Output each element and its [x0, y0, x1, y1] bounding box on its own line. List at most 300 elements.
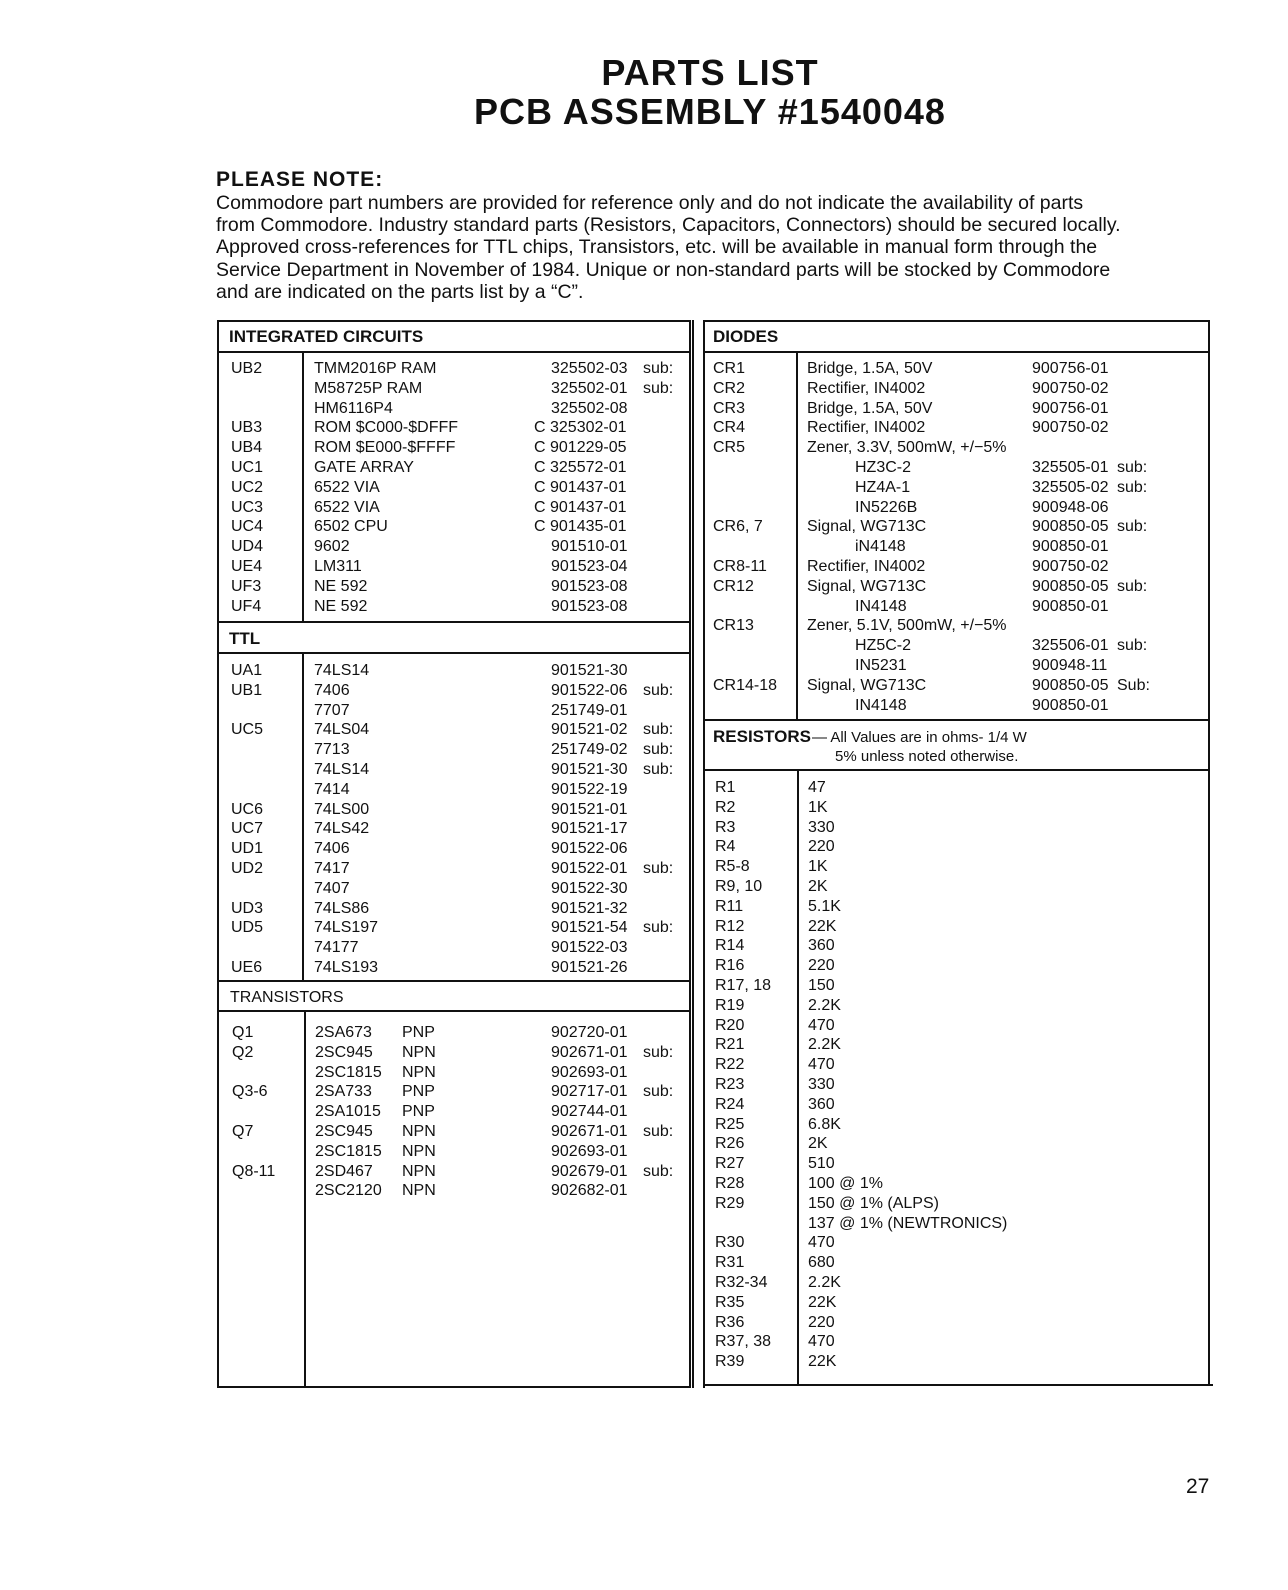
transistor-row-num: 902717-01	[551, 1083, 628, 1101]
ic-row-num: 901523-08	[551, 577, 628, 595]
resistor-row-ref: R17, 18	[715, 977, 772, 994]
resistor-row-val: 470	[808, 1056, 835, 1074]
diode-row-desc: Rectifier, IN4002	[807, 558, 926, 575]
transistor-row-part: 2SC1815	[315, 1142, 382, 1160]
ic-row-num: C 325302-01	[534, 419, 627, 437]
transistor-row-sub: sub:	[643, 1043, 674, 1061]
resistor-row-val: 360	[808, 1095, 835, 1113]
resistor-row-ref: R22	[715, 1056, 745, 1074]
transistor-row-part: 2SA733	[315, 1083, 372, 1101]
transistor-row-type: NPN	[402, 1063, 436, 1081]
diode-row	[0, 458, 1288, 478]
ttl-heading: TTL	[229, 629, 261, 648]
diode-row-sub: Sub:	[1117, 676, 1150, 694]
diode-row-num: 900850-05	[1032, 676, 1109, 694]
resistor-row-val: 137 @ 1% (NEWTRONICS)	[808, 1214, 1008, 1232]
resistor-row	[0, 1253, 1288, 1273]
ttl-row-sub: sub:	[643, 860, 674, 877]
resistors-note: 5% unless noted otherwise.	[835, 748, 1019, 765]
ic-row-part: M58725P RAM	[314, 379, 423, 397]
note-line: and are indicated on the parts list by a “C”.	[216, 280, 584, 303]
resistor-row-ref: R31	[715, 1254, 745, 1272]
page-subtitle: PCB ASSEMBLY #1540048	[474, 91, 946, 132]
diode-row	[0, 498, 1288, 518]
ttl-row-part: 7406	[314, 840, 350, 858]
resistor-row	[0, 1095, 1288, 1115]
diode-row-num: 900756-01	[1032, 360, 1109, 377]
ttl-row-part: 74LS14	[314, 662, 370, 679]
diode-row	[0, 517, 1288, 537]
ic-row-part: NE 592	[314, 597, 368, 615]
transistor-row-num: 902693-01	[551, 1063, 628, 1081]
transistor-row-part: 2SA673	[315, 1024, 372, 1041]
resistor-row	[0, 976, 1288, 996]
ic-row-num: 901523-08	[551, 597, 628, 615]
diode-row	[0, 438, 1288, 458]
diode-row-ref: CR14-18	[713, 676, 778, 694]
ic-row-num: C 901229-05	[534, 439, 627, 457]
ttl-row-num: 901522-06	[551, 681, 628, 699]
resistor-row	[0, 1115, 1288, 1135]
resistor-row	[0, 818, 1288, 838]
transistor-row-num: 902679-01	[551, 1162, 628, 1180]
ic-row-num: 901523-04	[551, 558, 628, 575]
diode-row-sub: sub:	[1117, 637, 1148, 655]
ic-row-ref: UC2	[231, 478, 264, 496]
resistor-row-val: 2.2K	[808, 996, 841, 1014]
transistor-row-part: 2SC945	[315, 1123, 373, 1140]
resistor-row	[0, 1313, 1288, 1333]
diode-row-num: 900850-01	[1032, 538, 1109, 556]
resistor-row	[0, 897, 1288, 917]
resistor-row-ref: R2	[715, 798, 736, 816]
diode-row-ref: CR6, 7	[713, 518, 763, 536]
ttl-row-part: 74177	[314, 939, 359, 957]
ttl-row-part: 74LS14	[314, 761, 370, 778]
ttl-row-part: 7417	[314, 860, 350, 877]
ttl-row-num: 901521-26	[551, 959, 628, 976]
resistor-row	[0, 877, 1288, 897]
note-line: from Commodore. Industry standard parts (Resistors, Capacitors, Connectors) should be secured locally.	[216, 214, 1121, 237]
resistor-row	[0, 1273, 1288, 1293]
diode-row-desc: iN4148	[855, 538, 906, 556]
diode-row-ref: CR8-11	[713, 558, 767, 575]
ic-row-ref: UD4	[231, 538, 264, 556]
transistor-row-part: 2SC945	[315, 1043, 373, 1061]
ic-heading: INTEGRATED CIRCUITS	[229, 327, 424, 346]
transistor-row-type: NPN	[402, 1123, 436, 1140]
ic-row-num: 325502-03	[551, 360, 628, 377]
resistor-row-ref: R14	[715, 937, 745, 955]
note-heading: PLEASE NOTE:	[216, 168, 384, 191]
ttl-row-part: 74LS197	[314, 919, 379, 937]
ttl-row-part: 74LS86	[314, 899, 370, 917]
ttl-row-num: 901522-01	[551, 860, 628, 877]
diode-row-ref: CR4	[713, 419, 746, 437]
transistor-row-ref: Q3-6	[232, 1083, 268, 1101]
ic-row-part: ROM $E000-$FFFF	[314, 439, 456, 457]
ic-row-num: C 901437-01	[534, 478, 627, 496]
resistor-row-ref: R39	[715, 1353, 745, 1371]
transistor-row-type: NPN	[402, 1162, 436, 1180]
resistor-row-val: 1K	[808, 858, 828, 876]
ic-row-part: HM6116P4	[314, 399, 393, 417]
diode-row	[0, 597, 1288, 617]
ic-row-num: C 325572-01	[534, 459, 627, 476]
resistors-note: — All Values are in ohms- 1/4 W	[812, 729, 1027, 746]
resistor-row-val: 22K	[808, 1353, 837, 1371]
resistor-row-val: 150	[808, 977, 835, 994]
resistor-row-val: 5.1K	[808, 897, 841, 915]
resistor-row	[0, 936, 1288, 956]
resistor-row	[0, 1352, 1288, 1372]
page-number: 27	[1186, 1475, 1210, 1498]
transistor-row-type: PNP	[402, 1024, 435, 1041]
diode-row	[0, 478, 1288, 498]
resistor-row-val: 220	[808, 838, 835, 856]
ttl-row-num: 901521-30	[551, 761, 628, 778]
diode-row	[0, 557, 1288, 577]
diode-row	[0, 676, 1288, 696]
resistor-row-ref: R28	[715, 1175, 745, 1192]
ic-row-part: 9602	[314, 538, 350, 556]
diode-row-desc: Bridge, 1.5A, 50V	[807, 399, 933, 417]
resistor-row-ref: R3	[715, 818, 736, 836]
resistor-row-ref: R27	[715, 1155, 745, 1173]
ic-row-ref: UF3	[231, 577, 262, 595]
diode-row-desc: IN5226B	[855, 498, 918, 516]
ttl-row-part: 7414	[314, 780, 350, 798]
ic-row-sub: sub:	[643, 360, 674, 377]
diode-row-num: 325505-01	[1032, 459, 1109, 476]
ttl-row-num: 901521-32	[551, 899, 628, 917]
transistor-row-sub: sub:	[643, 1162, 674, 1180]
diode-row-desc: HZ3C-2	[855, 459, 912, 476]
resistor-row-ref: R21	[715, 1036, 745, 1054]
resistor-row-ref: R25	[715, 1115, 745, 1133]
diode-row-num: 325506-01	[1032, 637, 1109, 655]
ic-row-ref: UB4	[231, 439, 263, 457]
table-rule	[219, 351, 689, 353]
ttl-row	[0, 740, 1288, 760]
transistor-row-num: 902744-01	[551, 1103, 628, 1121]
diode-row	[0, 359, 1288, 379]
diode-row-ref: CR3	[713, 399, 746, 417]
resistor-row	[0, 1075, 1288, 1095]
diode-row-sub: sub:	[1117, 459, 1148, 476]
resistor-row	[0, 1214, 1288, 1234]
transistor-row-ref: Q1	[232, 1024, 254, 1041]
transistor-row-type: NPN	[402, 1142, 436, 1160]
resistor-row-val: 47	[808, 779, 826, 796]
ic-row-num: C 901435-01	[534, 518, 627, 536]
diode-row-num: 900850-01	[1032, 696, 1109, 714]
ttl-row-num: 901521-30	[551, 662, 628, 679]
diode-row-desc: Signal, WG713C	[807, 676, 927, 694]
ttl-row-ref: UC7	[231, 820, 264, 838]
resistor-row-val: 470	[808, 1234, 835, 1252]
table-rule	[703, 1384, 1213, 1386]
table-rule	[705, 351, 1208, 353]
ttl-row	[0, 720, 1288, 740]
ttl-row-ref: UA1	[231, 662, 263, 679]
resistor-row	[0, 1332, 1288, 1352]
table-rule	[703, 320, 1210, 322]
ttl-row-num: 901521-54	[551, 919, 628, 937]
transistor-row-type: PNP	[402, 1083, 435, 1101]
ic-row-num: 325502-01	[551, 379, 628, 397]
resistor-row-val: 2K	[808, 878, 828, 895]
ic-row-ref: UF4	[231, 597, 262, 615]
resistor-row-ref: R19	[715, 996, 745, 1014]
resistor-row	[0, 1194, 1288, 1214]
ttl-row-part: 74LS42	[314, 820, 370, 838]
resistor-row-val: 6.8K	[808, 1115, 841, 1133]
resistor-row-val: 2.2K	[808, 1274, 841, 1291]
resistor-row-ref: R1	[715, 779, 736, 796]
ic-row-part: TMM2016P RAM	[314, 360, 437, 377]
resistor-row-ref: R29	[715, 1194, 745, 1212]
ttl-row-num: 251749-02	[551, 741, 628, 759]
ic-row-sub: sub:	[643, 379, 674, 397]
transistor-row-type: NPN	[402, 1043, 436, 1061]
resistor-row-val: 470	[808, 1016, 835, 1034]
transistor-row-part: 2SA1015	[315, 1103, 381, 1121]
diode-row-num: 900750-02	[1032, 379, 1109, 397]
diode-row-num: 900750-02	[1032, 419, 1109, 437]
ttl-row-ref: UE6	[231, 959, 263, 976]
diode-row-num: 900850-01	[1032, 597, 1109, 615]
resistor-row-ref: R11	[715, 897, 744, 915]
diode-row-num: 900850-05	[1032, 518, 1109, 536]
transistor-row-part: 2SC2120	[315, 1182, 382, 1200]
diode-row-ref: CR1	[713, 360, 746, 377]
diode-row-sub: sub:	[1117, 518, 1148, 536]
page-title: PARTS LIST	[601, 52, 819, 93]
resistor-row	[0, 1055, 1288, 1075]
diode-row	[0, 537, 1288, 557]
ic-row-ref: UE4	[231, 558, 263, 575]
table-rule	[219, 1386, 690, 1388]
ttl-row-part: 7407	[314, 879, 350, 897]
diode-row-num: 900750-02	[1032, 558, 1109, 575]
resistor-row-ref: R32-34	[715, 1274, 768, 1291]
transistor-row-type: NPN	[402, 1182, 436, 1200]
diode-row-desc: IN4148	[855, 597, 907, 615]
resistor-row	[0, 1174, 1288, 1194]
resistor-row-ref: R30	[715, 1234, 745, 1252]
resistor-row	[0, 917, 1288, 937]
diode-row-desc: Signal, WG713C	[807, 577, 927, 595]
diode-row-desc: Rectifier, IN4002	[807, 419, 926, 437]
ic-row-ref: UC3	[231, 498, 264, 516]
resistor-row-ref: R35	[715, 1293, 745, 1311]
ic-row-part: LM311	[314, 558, 362, 575]
diode-row	[0, 577, 1288, 597]
transistor-row-num: 902693-01	[551, 1142, 628, 1160]
ttl-row-num: 901522-30	[551, 879, 628, 897]
transistor-row-sub: sub:	[643, 1083, 674, 1101]
diode-row-num: 900948-06	[1032, 498, 1109, 516]
resistor-row	[0, 1233, 1288, 1253]
diode-row-desc: Bridge, 1.5A, 50V	[807, 360, 933, 377]
diodes-heading: DIODES	[713, 327, 779, 346]
ic-row-num: 901510-01	[551, 538, 628, 556]
ttl-row-ref: UC6	[231, 800, 264, 818]
resistor-row	[0, 996, 1288, 1016]
ttl-row-num: 901521-02	[551, 721, 628, 739]
diode-row-ref: CR5	[713, 439, 746, 457]
ttl-row-num: 901521-01	[551, 800, 628, 818]
diode-row-ref: CR2	[713, 379, 746, 397]
ttl-row-sub: sub:	[643, 919, 674, 937]
ttl-row	[0, 760, 1288, 780]
resistor-row	[0, 1154, 1288, 1174]
ttl-row-part: 74LS00	[314, 800, 370, 818]
ttl-row-sub: sub:	[643, 741, 674, 759]
diode-row	[0, 379, 1288, 399]
diode-row-desc: Signal, WG713C	[807, 518, 927, 536]
diode-row-desc: HZ4A-1	[855, 478, 911, 496]
diode-row-sub: sub:	[1117, 478, 1148, 496]
resistor-row-ref: R26	[715, 1135, 745, 1153]
resistor-row	[0, 798, 1288, 818]
resistor-row-val: 510	[808, 1155, 835, 1173]
ic-row-part: GATE ARRAY	[314, 459, 414, 476]
ttl-row-ref: UC5	[231, 721, 264, 739]
resistor-row-val: 2.2K	[808, 1036, 841, 1054]
resistor-row-val: 100 @ 1%	[808, 1175, 883, 1192]
resistor-row-ref: R12	[715, 917, 745, 935]
ttl-row-part: 7713	[314, 741, 350, 759]
ic-row-part: 6502 CPU	[314, 518, 388, 536]
resistor-row	[0, 1293, 1288, 1313]
transistor-row-ref: Q2	[232, 1043, 254, 1061]
diode-row	[0, 418, 1288, 438]
transistor-row-sub: sub:	[643, 1123, 674, 1140]
diode-row-desc: IN4148	[855, 696, 907, 714]
resistor-row-val: 330	[808, 1076, 835, 1093]
diode-row-num: 900850-05	[1032, 577, 1109, 595]
transistor-row-num: 902671-01	[551, 1123, 628, 1140]
diode-row	[0, 696, 1288, 716]
ttl-row-part: 7406	[314, 681, 350, 699]
ttl-row-ref: UB1	[231, 681, 263, 699]
resistor-row-val: 470	[808, 1333, 835, 1351]
diode-row-desc: IN5231	[855, 657, 907, 674]
resistor-row	[0, 837, 1288, 857]
diode-row	[0, 399, 1288, 419]
resistor-row	[0, 1016, 1288, 1036]
resistor-row-val: 360	[808, 937, 835, 955]
resistor-row-ref: R5-8	[715, 858, 750, 876]
ic-row-part: 6522 VIA	[314, 478, 380, 496]
resistor-row-val: 150 @ 1% (ALPS)	[808, 1194, 939, 1212]
resistors-heading: RESISTORS	[713, 727, 811, 746]
ttl-row-num: 901522-06	[551, 840, 628, 858]
ttl-row-sub: sub:	[643, 681, 674, 699]
note-line: Commodore part numbers are provided for reference only and do not indicate the availability of parts	[216, 192, 1084, 214]
diode-row-num: 325505-02	[1032, 478, 1109, 496]
ttl-row-sub: sub:	[643, 721, 674, 739]
diode-row-desc: Zener, 5.1V, 500mW, +/−5%	[807, 617, 1007, 635]
resistor-row-val: 680	[808, 1254, 835, 1272]
ttl-row-ref: UD2	[231, 860, 264, 877]
ic-row-ref: UC4	[231, 518, 264, 536]
diode-row-ref: CR12	[713, 577, 754, 595]
diode-row-ref: CR13	[713, 617, 754, 635]
ic-row-num: C 901437-01	[534, 498, 627, 516]
ttl-row-sub: sub:	[643, 761, 674, 778]
resistor-row-val: 22K	[808, 1293, 837, 1311]
resistor-row-ref: R9, 10	[715, 878, 763, 895]
transistor-row-ref: Q8-11	[232, 1162, 276, 1180]
ic-row-ref: UB3	[231, 419, 263, 437]
resistor-row-val: 220	[808, 1313, 835, 1331]
resistor-row-ref: R16	[715, 957, 745, 975]
ic-row-num: 325502-08	[551, 399, 628, 417]
ttl-row-num: 251749-01	[551, 701, 628, 719]
diode-row-sub: sub:	[1117, 577, 1148, 595]
resistor-row-ref: R24	[715, 1095, 745, 1113]
ic-row-part: 6522 VIA	[314, 498, 380, 516]
transistor-row-num: 902671-01	[551, 1043, 628, 1061]
resistor-row	[0, 778, 1288, 798]
resistor-row-ref: R23	[715, 1076, 745, 1093]
transistor-row-part: 2SC1815	[315, 1063, 382, 1081]
resistor-row-ref: R37, 38	[715, 1333, 772, 1351]
ic-row-part: ROM $C000-$DFFF	[314, 419, 459, 437]
resistor-row	[0, 857, 1288, 877]
note-line: Service Department in November of 1984. Unique or non-standard parts will be stocked by Commodore	[216, 258, 1111, 281]
resistor-row	[0, 1134, 1288, 1154]
transistor-row-num: 902720-01	[551, 1024, 628, 1041]
note-line: Approved cross-references for TTL chips, Transistors, etc. will be available in manual form through the	[216, 236, 1098, 259]
ttl-row-num: 901522-03	[551, 939, 628, 957]
diode-row-desc: HZ5C-2	[855, 637, 912, 655]
resistor-row-val: 2K	[808, 1135, 828, 1153]
resistor-row	[0, 956, 1288, 976]
ic-row-ref: UB2	[231, 360, 263, 377]
resistor-row-val: 330	[808, 818, 835, 836]
transistor-row-part: 2SD467	[315, 1162, 373, 1180]
diode-row	[0, 656, 1288, 676]
ttl-row-num: 901522-19	[551, 780, 628, 798]
transistor-row-type: PNP	[402, 1103, 435, 1121]
ttl-row-ref: UD3	[231, 899, 264, 917]
resistor-row-val: 220	[808, 957, 835, 975]
transistors-heading: TRANSISTORS	[230, 989, 344, 1006]
resistor-row-val: 22K	[808, 917, 837, 935]
transistor-row-ref: Q7	[232, 1123, 254, 1140]
diode-row-num: 900756-01	[1032, 399, 1109, 417]
ic-row-part: NE 592	[314, 577, 368, 595]
ttl-row-part: 74LS193	[314, 959, 379, 976]
ttl-row-part: 74LS04	[314, 721, 370, 739]
resistor-row-ref: R4	[715, 838, 736, 856]
ttl-row-ref: UD1	[231, 840, 264, 858]
diode-row	[0, 616, 1288, 636]
resistor-row-ref: R36	[715, 1313, 745, 1331]
ttl-row-ref: UD5	[231, 919, 264, 937]
resistor-row-val: 1K	[808, 798, 828, 816]
diode-row-desc: Rectifier, IN4002	[807, 379, 926, 397]
ttl-row-part: 7707	[314, 701, 350, 719]
ic-row-ref: UC1	[231, 459, 264, 476]
resistor-row-ref: R20	[715, 1016, 745, 1034]
diode-row	[0, 636, 1288, 656]
diode-row-num: 900948-11	[1032, 657, 1108, 674]
